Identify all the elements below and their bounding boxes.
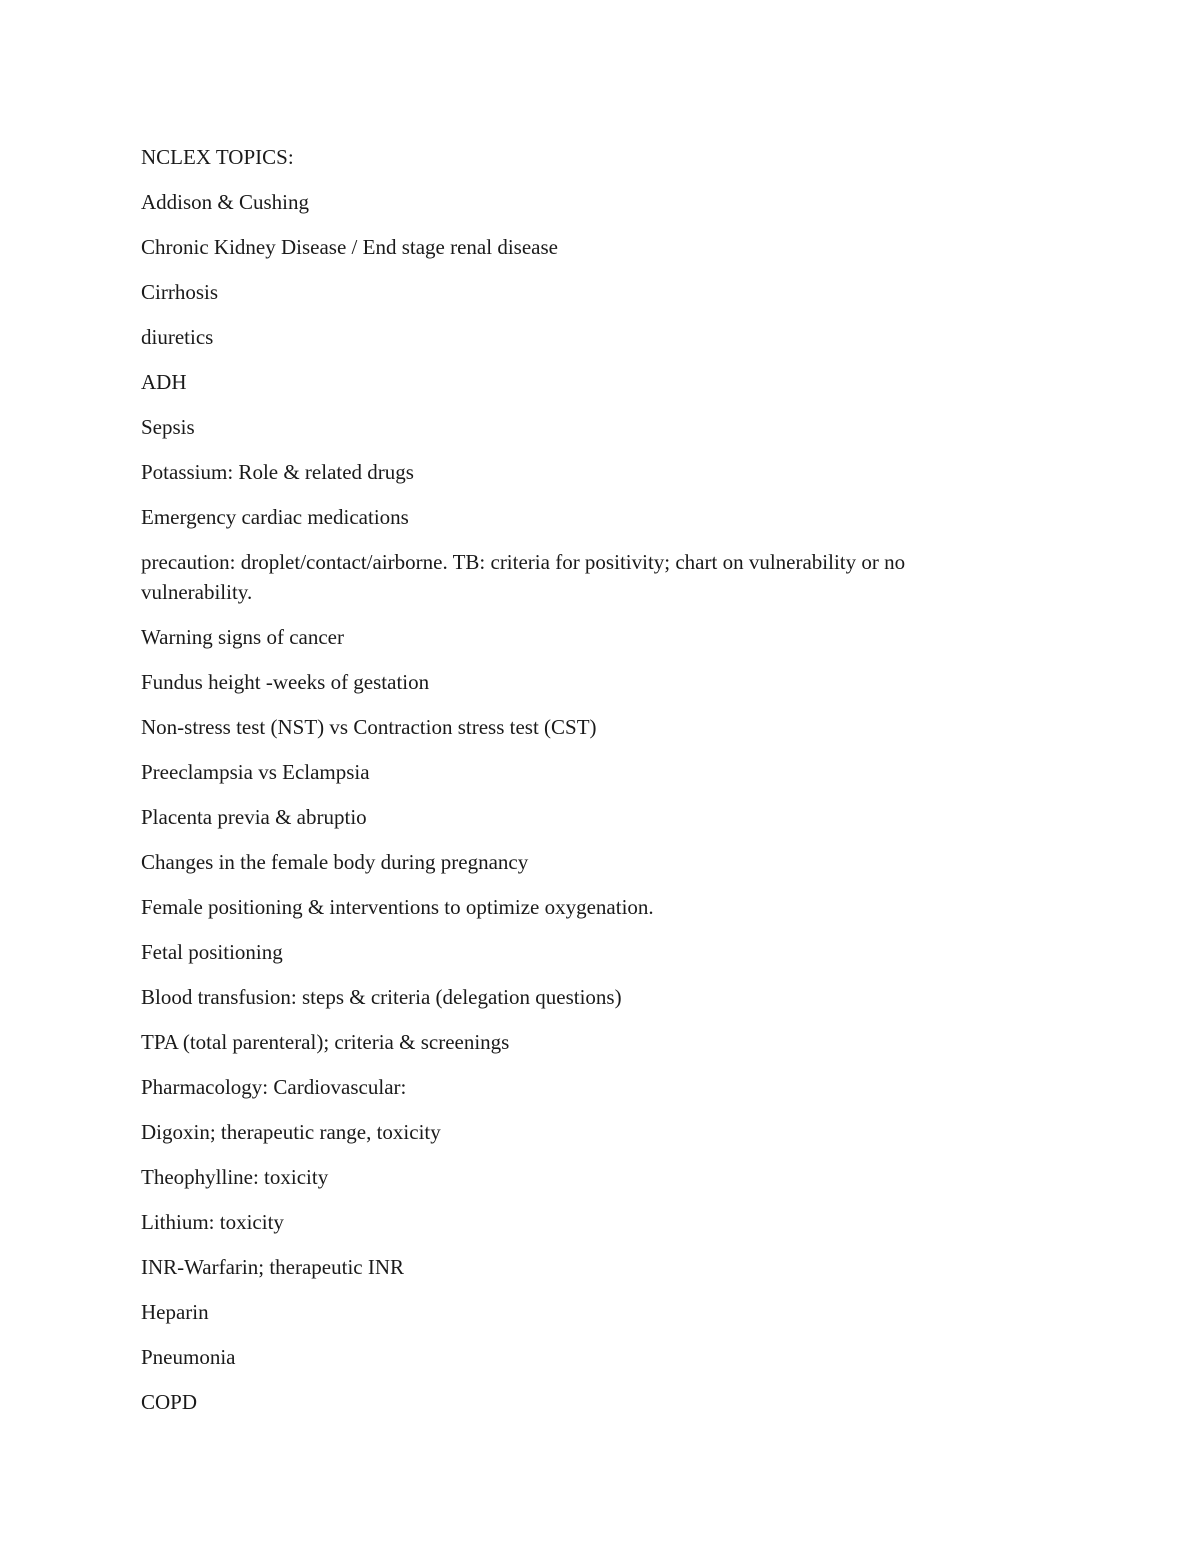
document-heading: NCLEX TOPICS: [141,145,294,169]
topic-line: Addison & Cushing [141,190,310,214]
topic-line: INR-Warfarin; therapeutic INR [141,1255,405,1279]
topic-line: TPA (total parenteral); criteria & screenings [141,1030,510,1054]
topic-line: ADH [141,370,187,394]
topic-line: COPD [141,1390,198,1414]
topic-line: Emergency cardiac medications [141,505,409,529]
topic-line: Fundus height -weeks of gestation [141,670,430,694]
topic-line: precaution: droplet/contact/airborne. TB: criteria for positivity; chart on vulnerability or no vulnerability. [141,550,906,604]
topic-line: Changes in the female body during pregnancy [141,850,529,874]
topic-line: Digoxin; therapeutic range, toxicity [141,1120,441,1144]
topic-line: Chronic Kidney Disease / End stage renal disease [141,235,558,259]
topic-line: Pneumonia [141,1345,236,1369]
topic-line: Placenta previa & abruptio [141,805,367,829]
topic-line: Cirrhosis [141,280,219,304]
topic-line: Pharmacology: Cardiovascular: [141,1075,407,1099]
topic-line: Heparin [141,1300,209,1324]
topic-line: Female positioning & interventions to optimize oxygenation. [141,895,654,919]
topic-line: Non-stress test (NST) vs Contraction stress test (CST) [141,715,597,739]
topic-line: Sepsis [141,415,195,439]
topic-line: Theophylline: toxicity [141,1165,329,1189]
topic-line: Fetal positioning [141,940,283,964]
topic-line: Preeclampsia vs Eclampsia [141,760,370,784]
topic-line: Potassium: Role & related drugs [141,460,414,484]
topic-line: diuretics [141,325,214,349]
topic-line: Lithium: toxicity [141,1210,284,1234]
topic-list [141,142,1021,1432]
topic-line: Warning signs of cancer [141,625,344,649]
topic-line: Blood transfusion: steps & criteria (delegation questions) [141,985,622,1009]
